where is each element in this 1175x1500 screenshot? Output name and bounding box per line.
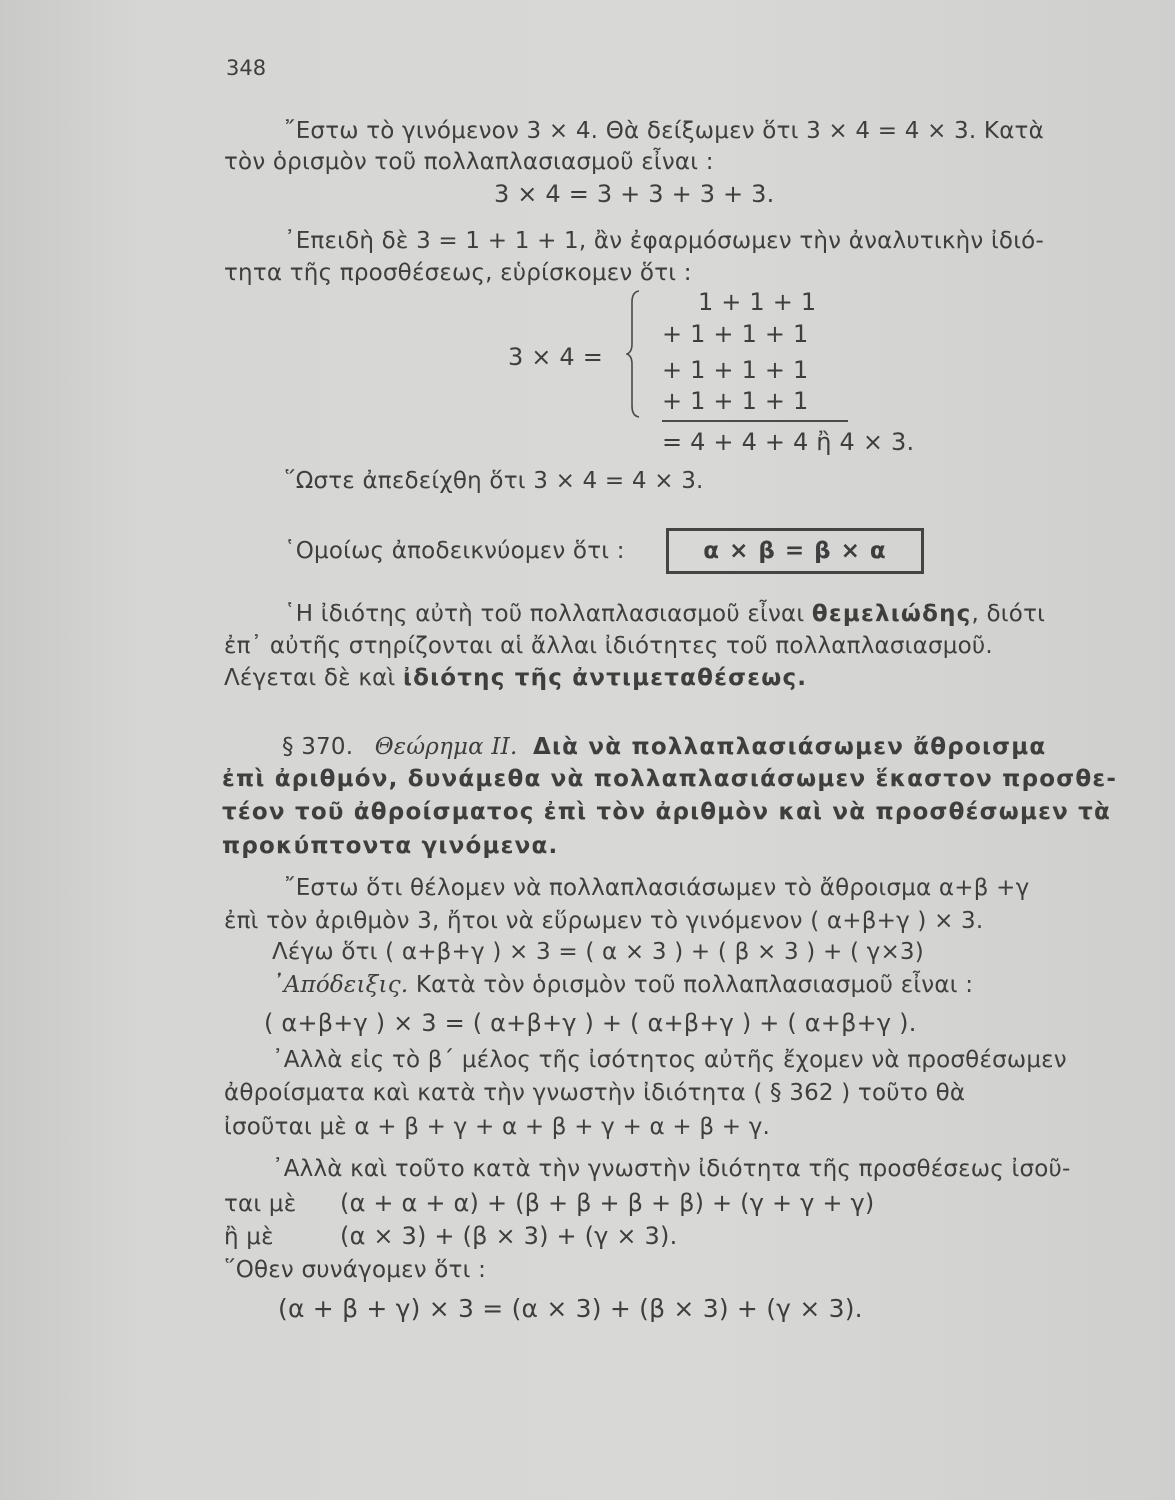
theorem-heading xyxy=(282,732,1046,762)
text-line xyxy=(272,970,973,1000)
text-span: Κατὰ τὸν ὁρισμὸν τοῦ πολλαπλασιασμοῦ εἶναι : xyxy=(408,972,974,998)
theorem-statement: προκύπτοντα γινόμενα. xyxy=(222,833,559,859)
page-number: 348 xyxy=(226,56,267,80)
text-line: ᾿Επειδὴ δὲ 3 = 1 + 1 + 1, ἂν ἐφαρμόσωμεν τὴν ἀναλυτικὴν ἰδιό- xyxy=(284,228,1044,254)
text-line: ἢ μὲ xyxy=(224,1224,274,1250)
text-line: ῾Ομοίως ἀποδεικνύομεν ὅτι : xyxy=(284,538,625,564)
text-line xyxy=(224,663,807,693)
text-line: ῞Ωστε ἀπεδείχθη ὅτι 3 × 4 = 4 × 3. xyxy=(284,468,704,494)
matrix-result: = 4 + 4 + 4 ἢ 4 × 3. xyxy=(662,428,915,456)
theorem-statement: τέον τοῦ ἀθροίσματος ἐπὶ τὸν ἀριθμὸν καὶ νὰ προσθέσωμεν τὰ xyxy=(222,799,1112,825)
text-line xyxy=(284,599,1045,629)
equation: 3 × 4 = 3 + 3 + 3 + 3. xyxy=(494,180,775,208)
text-line: ἀθροίσματα καὶ κατὰ τὴν γνωστὴν ἰδιότητα ( § 362 ) τοῦτο θὰ xyxy=(224,1080,966,1106)
sum-rule xyxy=(662,420,848,422)
equation: (α + α + α) + (β + β + β + β) + (γ + γ + γ) xyxy=(340,1189,875,1217)
matrix-lhs: 3 × 4 = xyxy=(508,343,604,371)
bold-term: ἰδιότης τῆς ἀντιμεταθέσεως. xyxy=(402,665,808,691)
matrix-row: 1 + 1 + 1 xyxy=(698,288,817,316)
text-line: Λέγω ὅτι ( α+β+γ ) × 3 = ( α × 3 ) + ( β × 3 ) + ( γ×3) xyxy=(272,939,924,965)
text-span: ται μὲ xyxy=(224,1191,297,1217)
equation: (α × 3) + (β × 3) + (γ × 3). xyxy=(340,1222,678,1250)
text-span: , διότι xyxy=(971,601,1046,627)
text-line: ἐπ᾿ αὐτῆς στηρίζονται αἱ ἄλλαι ἰδιότητες τοῦ πολλαπλασιασμοῦ. xyxy=(224,633,993,659)
brace-icon xyxy=(626,290,640,418)
equation: ( α+β+γ ) × 3 = ( α+β+γ ) + ( α+β+γ ) + ( α+β+γ ). xyxy=(264,1009,917,1037)
text-line xyxy=(224,1189,296,1219)
text-line: ἰσοῦται μὲ α + β + γ + α + β + γ + α + β + γ. xyxy=(224,1114,771,1140)
matrix-row: + 1 + 1 + 1 xyxy=(662,356,809,384)
text-span: Λέγεται δὲ καὶ xyxy=(224,665,403,691)
matrix-row: + 1 + 1 + 1 xyxy=(662,387,809,415)
bold-term: θεμελιώδης xyxy=(811,601,972,627)
text-line: ᾿Αλλὰ καὶ τοῦτο κατὰ τὴν γνωστὴν ἰδιότητα τῆς προσθέσεως ἰσοῦ- xyxy=(272,1156,1071,1182)
matrix-row: + 1 + 1 + 1 xyxy=(662,320,809,348)
text-line: ῞Οθεν συνάγομεν ὅτι : xyxy=(224,1257,487,1283)
theorem-statement: Διὰ νὰ πολλαπλασιάσωμεν ἄθροισμα xyxy=(533,734,1047,760)
theorem-label: Θεώρημα ΙΙ. xyxy=(374,734,518,760)
text-line: ἐπὶ τὸν ἀριθμὸν 3, ἤτοι νὰ εὕρωμεν τὸ γινόμενον ( α+β+γ ) × 3. xyxy=(224,908,984,934)
text-line: τὸν ὁρισμὸν τοῦ πολλαπλασιασμοῦ εἶναι : xyxy=(224,149,714,175)
text-span: ῾Η ἰδιότης αὐτὴ τοῦ πολλαπλασιασμοῦ εἶναι xyxy=(284,601,812,627)
boxed-formula: α × β = β × α xyxy=(666,528,924,574)
final-equation: (α + β + γ) × 3 = (α × 3) + (β × 3) + (γ × 3). xyxy=(278,1294,863,1323)
text-line: ῎Εστω τὸ γινόμενον 3 × 4. Θὰ δείξωμεν ὅτι 3 × 4 = 4 × 3. Κατὰ xyxy=(284,118,1044,144)
text-line: ᾿Αλλὰ εἰς τὸ β΄ μέλος τῆς ἰσότητος αὐτῆς ἔχομεν νὰ προσθέσωμεν xyxy=(272,1047,1067,1073)
text-line: τητα τῆς προσθέσεως, εὑρίσκομεν ὅτι : xyxy=(224,260,692,286)
text-line: ῎Εστω ὅτι θέλομεν νὰ πολλαπλασιάσωμεν τὸ ἄθροισμα α+β +γ xyxy=(284,875,1030,901)
proof-label: ᾿Απόδειξις. xyxy=(272,972,409,998)
theorem-statement: ἐπὶ ἀριθμόν, δυνάμεθα νὰ πολλαπλασιάσωμεν ἕκαστον προσθε- xyxy=(222,766,1118,792)
section-number: § 370. xyxy=(282,734,354,760)
